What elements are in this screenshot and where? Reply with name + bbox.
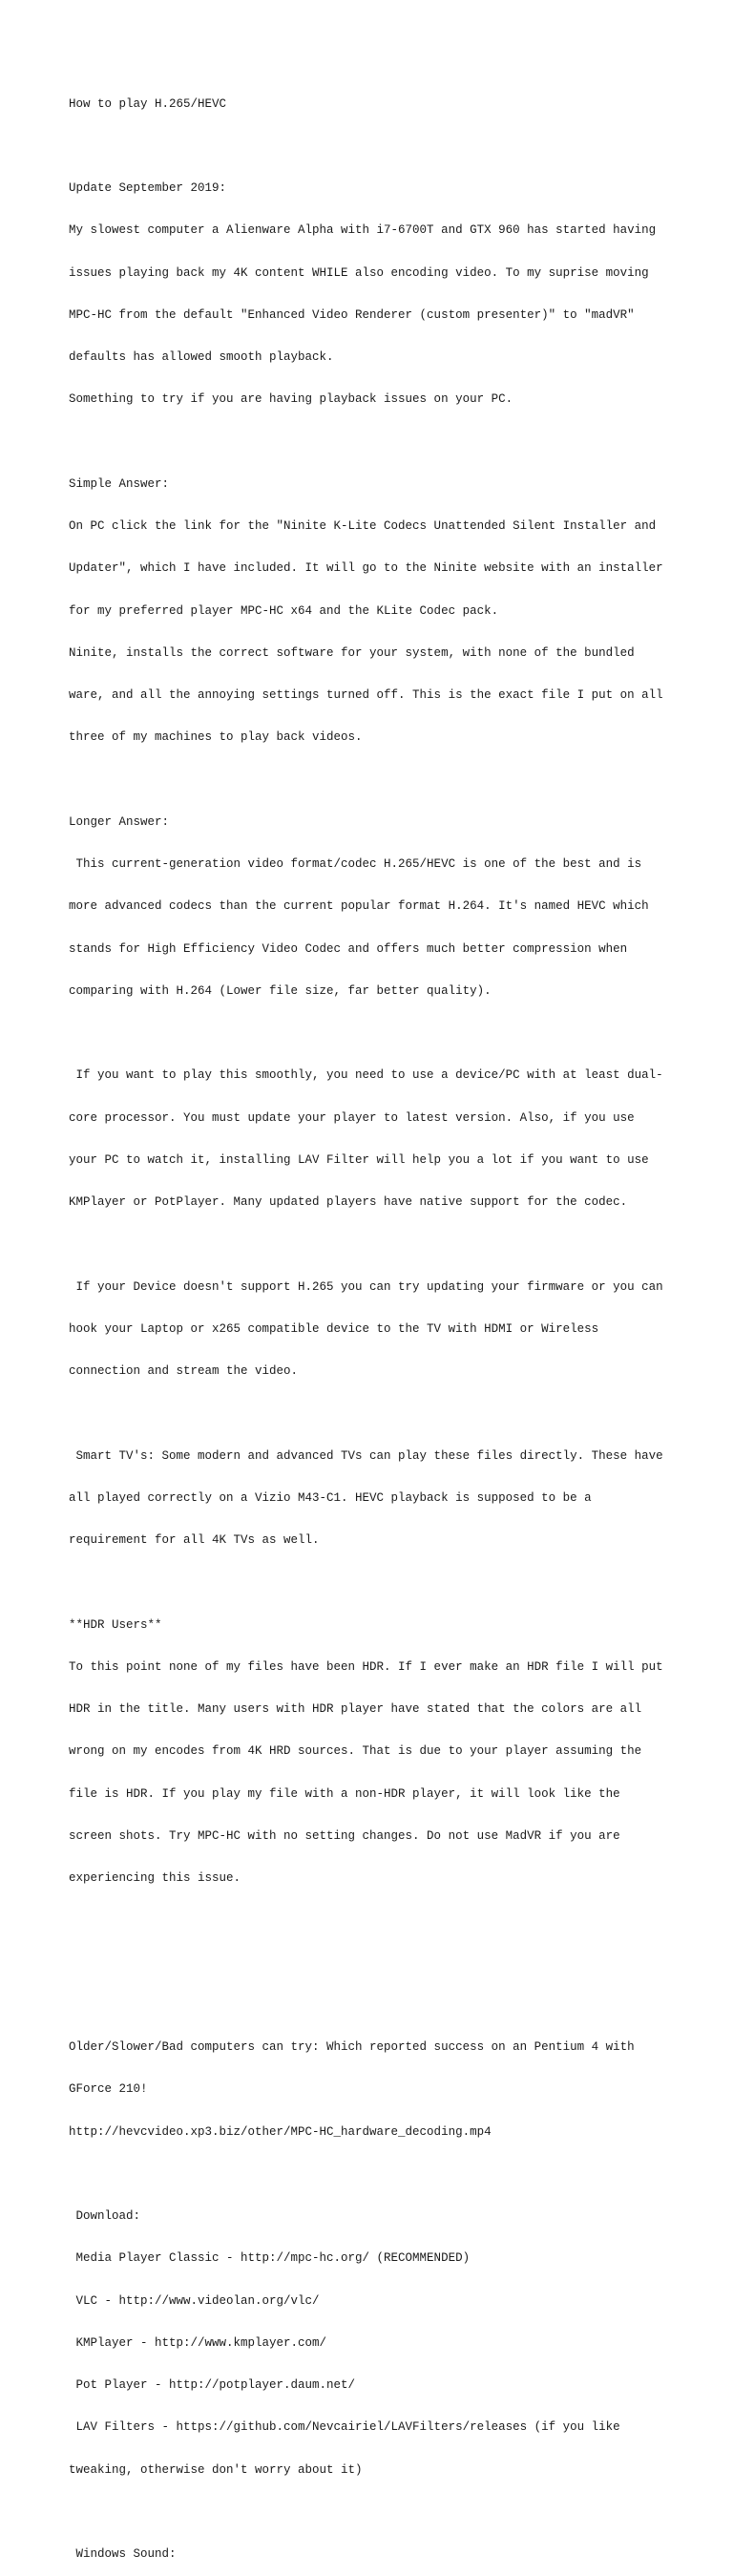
longer-answer-heading: Longer Answer:: [69, 814, 170, 829]
download-item-potplayer: Pot Player - http://potplayer.daum.net/: [69, 2378, 356, 2392]
blank-line: [69, 435, 680, 450]
text-line: core processor. You must update your player to latest version. Also, if you use: [69, 1110, 635, 1125]
text-line: My slowest computer a Alienware Alpha with i7-6700T and GTX 960 has started having: [69, 223, 657, 238]
simple-answer-heading: Simple Answer:: [69, 476, 170, 491]
windows-sound-heading: Windows Sound:: [69, 2547, 177, 2561]
text-line: Ninite, installs the correct software for your system, with none of the bundled: [69, 645, 635, 660]
text-line: GForce 210!: [69, 2082, 148, 2097]
text-line: experiencing this issue.: [69, 1871, 241, 1885]
text-line: stands for High Efficiency Video Codec and offers much better compression when: [69, 941, 628, 956]
text-line: MPC-HC from the default "Enhanced Video Renderer (custom presenter)" to "madVR": [69, 307, 635, 322]
document-body: [69, 69, 680, 2576]
blank-line: [69, 1998, 680, 2013]
text-line: for my preferred player MPC-HC x64 and the KLite Codec pack.: [69, 603, 499, 618]
text-line: If your Device doesn't support H.265 you can try updating your firmware or you can: [69, 1279, 663, 1294]
download-item-kmplayer: KMPlayer - http://www.kmplayer.com/: [69, 2335, 327, 2350]
text-line: more advanced codecs than the current popular format H.264. It's named HEVC which: [69, 899, 649, 914]
download-heading: Download:: [69, 2209, 141, 2223]
text-line: Older/Slower/Bad computers can try: Which reported success on an Pentium 4 with: [69, 2040, 635, 2054]
blank-line: [69, 1406, 680, 1421]
blank-line: [69, 1237, 680, 1252]
hardware-decoding-url: http://hevcvideo.xp3.biz/other/MPC-HC_hardware_decoding.mp4: [69, 2124, 492, 2139]
blank-line: [69, 139, 680, 154]
blank-line: [69, 1956, 680, 1971]
text-line: KMPlayer or PotPlayer. Many updated players have native support for the codec.: [69, 1195, 628, 1209]
blank-line: [69, 1575, 680, 1590]
text-line: issues playing back my 4K content WHILE also encoding video. To my suprise moving: [69, 265, 649, 280]
update-heading: Update September 2019:: [69, 181, 227, 195]
text-line: tweaking, otherwise don't worry about it): [69, 2462, 363, 2477]
blank-line: [69, 2505, 680, 2520]
text-line: If you want to play this smoothly, you need to use a device/PC with at least dual-: [69, 1068, 663, 1083]
text-line: Smart TV's: Some modern and advanced TVs can play these files directly. These have: [69, 1448, 663, 1463]
text-line: To this point none of my files have been HDR. If I ever make an HDR file I will put: [69, 1659, 663, 1674]
text-line: your PC to watch it, installing LAV Filter will help you a lot if you want to use: [69, 1152, 649, 1167]
hdr-users-heading: **HDR Users**: [69, 1617, 162, 1632]
text-line: requirement for all 4K TVs as well.: [69, 1533, 320, 1547]
download-item-mpc-hc: Media Player Classic - http://mpc-hc.org/ (RECOMMENDED): [69, 2251, 471, 2266]
text-line: wrong on my encodes from 4K HRD sources. That is due to your player assuming the: [69, 1744, 642, 1759]
document-title: How to play H.265/HEVC: [69, 96, 227, 111]
blank-line: [69, 773, 680, 788]
blank-line: [69, 1026, 680, 1041]
download-item-vlc: VLC - http://www.videolan.org/vlc/: [69, 2293, 320, 2308]
text-line: Updater", which I have included. It will go to the Ninite website with an installer: [69, 561, 663, 576]
text-line: comparing with H.264 (Lower file size, far better quality).: [69, 983, 492, 998]
blank-line: [69, 1913, 680, 1928]
download-item-lav-filters: LAV Filters - https://github.com/Nevcairiel/LAVFilters/releases (if you like: [69, 2420, 620, 2435]
text-line: defaults has allowed smooth playback.: [69, 350, 334, 364]
text-line: file is HDR. If you play my file with a non-HDR player, it will look like the: [69, 1786, 620, 1801]
blank-line: [69, 2167, 680, 2182]
text-line: connection and stream the video.: [69, 1364, 299, 1378]
text-line: Something to try if you are having playback issues on your PC.: [69, 392, 513, 407]
text-line: ware, and all the annoying settings turned off. This is the exact file I put on all: [69, 688, 663, 702]
text-line: hook your Laptop or x265 compatible device to the TV with HDMI or Wireless: [69, 1321, 599, 1336]
text-line: HDR in the title. Many users with HDR player have stated that the colors are all: [69, 1702, 642, 1716]
text-line: This current-generation video format/codec H.265/HEVC is one of the best and is: [69, 857, 642, 871]
text-line: screen shots. Try MPC-HC with no setting changes. Do not use MadVR if you are: [69, 1828, 620, 1843]
text-line: three of my machines to play back videos.: [69, 730, 363, 745]
text-line: all played correctly on a Vizio M43-C1. HEVC playback is supposed to be a: [69, 1490, 592, 1505]
text-line: On PC click the link for the "Ninite K-Lite Codecs Unattended Silent Installer and: [69, 519, 657, 533]
